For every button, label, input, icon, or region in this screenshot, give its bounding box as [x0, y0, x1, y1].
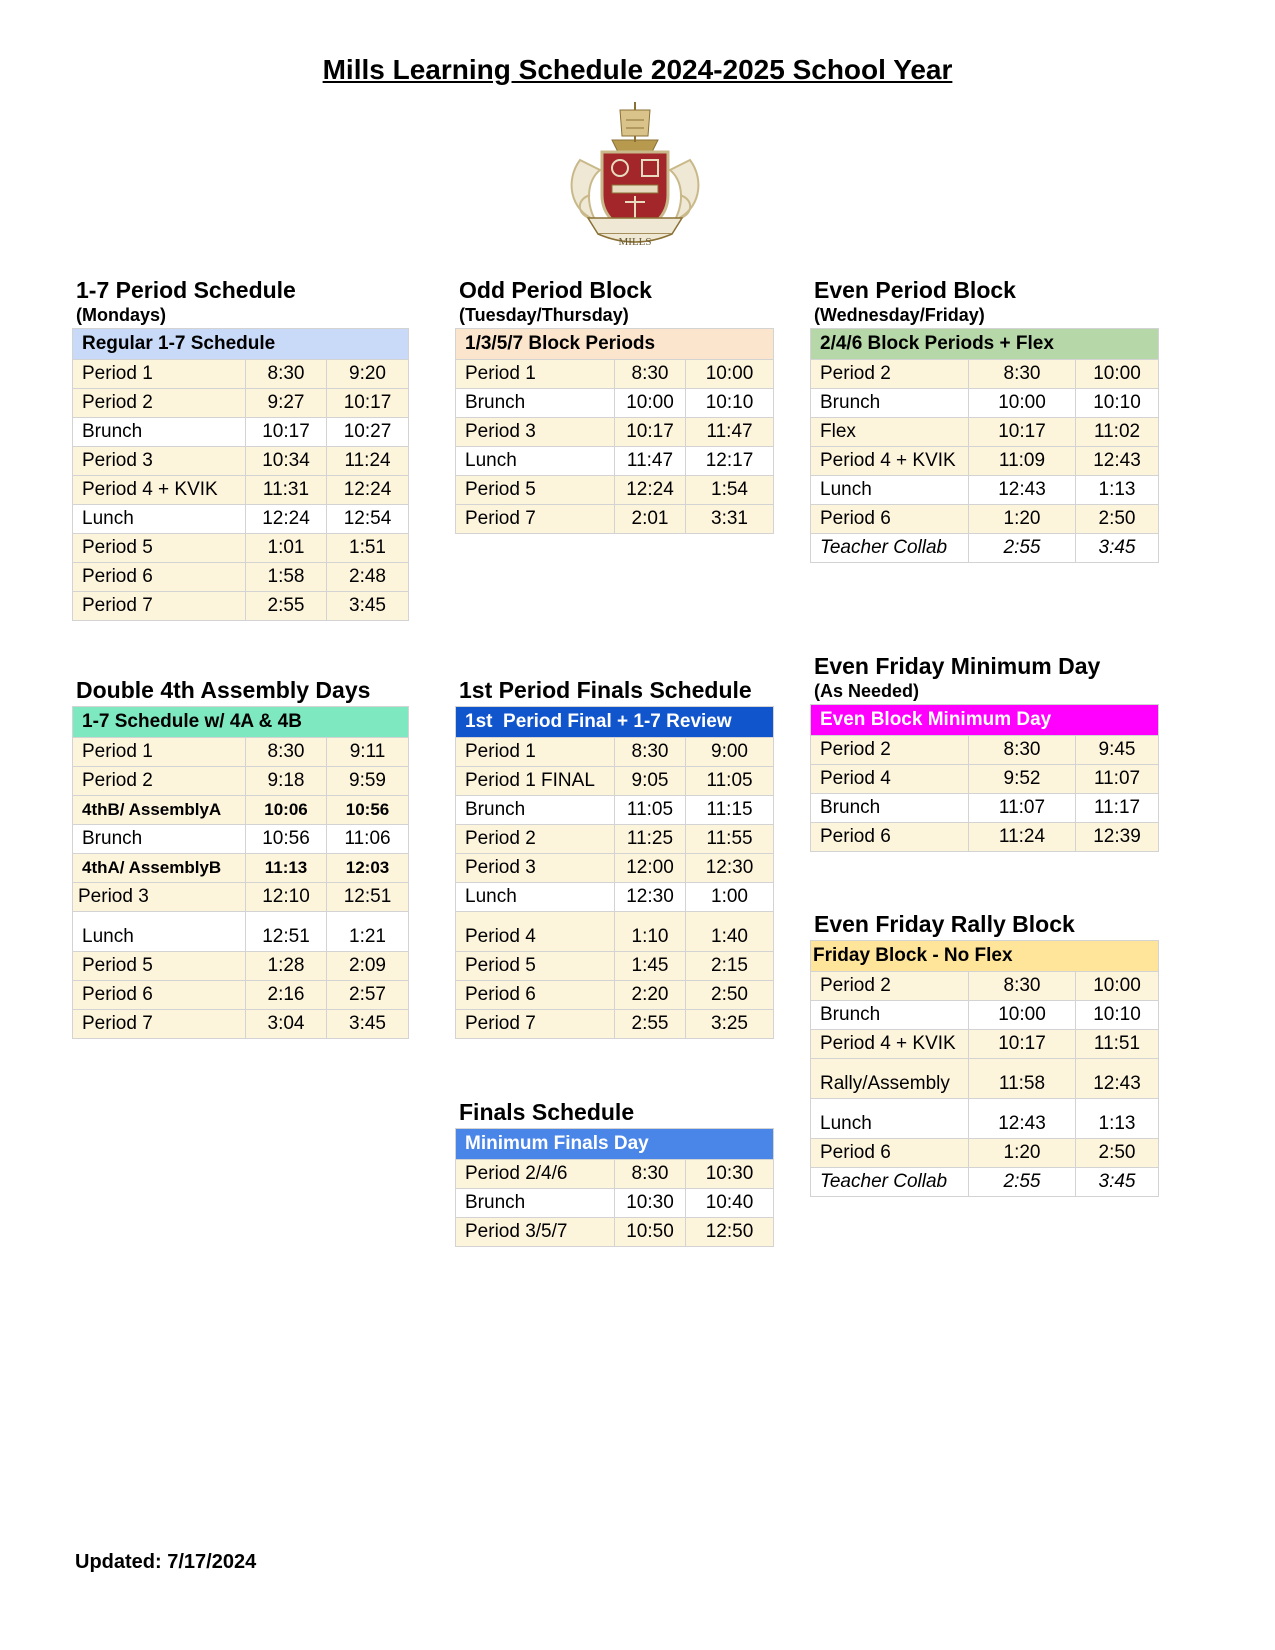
table-row: Period 5 1:45 2:15: [456, 952, 774, 981]
updated-date: Updated: 7/17/2024: [75, 1551, 257, 1573]
table-row: Teacher Collab 2:55 3:45: [811, 534, 1159, 563]
section-subtitle: (Mondays): [76, 305, 166, 325]
schedule-table: [810, 940, 1159, 1197]
first-period-finals-section: [455, 676, 774, 1039]
table-row: Lunch 12:43 1:13: [811, 1099, 1159, 1139]
table-row: Period 2 9:27 10:17: [73, 389, 409, 418]
schedule-table: [455, 328, 774, 534]
ship-icon: [612, 102, 658, 152]
table-row: Period 6 1:20 2:50: [811, 505, 1159, 534]
schedule-table: [72, 706, 409, 1039]
table-row: Period 4 + KVIK 11:31 12:24: [73, 476, 409, 505]
table-row: Brunch 10:56 11:06: [73, 825, 409, 854]
schedule-table: [455, 706, 774, 1039]
table-row: Brunch 11:05 11:15: [456, 796, 774, 825]
section-title: Finals Schedule: [459, 1099, 635, 1125]
section-title: Even Period Block: [814, 277, 1016, 303]
table-row: Period 7 2:55 3:25: [456, 1010, 774, 1039]
table-row: Period 1 FINAL 9:05 11:05: [456, 767, 774, 796]
table-row: Period 6 2:16 2:57: [73, 981, 409, 1010]
table-row: 4thA/ AssemblyB 11:13 12:03: [73, 854, 409, 883]
table-row: Period 7 3:04 3:45: [73, 1010, 409, 1039]
table-row: Brunch 10:30 10:40: [456, 1189, 774, 1218]
table-row: Period 1 8:30 9:00: [456, 738, 774, 767]
table-header: Minimum Finals Day: [456, 1129, 774, 1160]
table-row: Period 5 12:24 1:54: [456, 476, 774, 505]
table-row: Period 1 8:30 9:11: [73, 738, 409, 767]
table-header: Even Block Minimum Day: [811, 705, 1159, 736]
table-row: Period 7 2:01 3:31: [456, 505, 774, 534]
table-header: 2/4/6 Block Periods + Flex: [811, 329, 1159, 360]
table-row: Period 2 8:30 10:00: [811, 972, 1159, 1001]
section-subtitle: (Tuesday/Thursday): [459, 305, 629, 325]
table-row: Brunch 10:00 10:10: [456, 389, 774, 418]
table-row: Lunch 12:24 12:54: [73, 505, 409, 534]
table-row: Period 6 1:58 2:48: [73, 563, 409, 592]
table-row: Period 6 1:20 2:50: [811, 1139, 1159, 1168]
table-row: Period 4 + KVIK 11:09 12:43: [811, 447, 1159, 476]
table-row: Period 4 1:10 1:40: [456, 912, 774, 952]
even-friday-rally-section: [810, 910, 1159, 1197]
table-row: Teacher Collab 2:55 3:45: [811, 1168, 1159, 1197]
even-block-section: [810, 276, 1159, 563]
table-row: 4thB/ AssemblyA 10:06 10:56: [73, 796, 409, 825]
schedule-table: [810, 704, 1159, 852]
section-title: Double 4th Assembly Days: [76, 677, 371, 703]
section-subtitle: (As Needed): [814, 681, 920, 701]
table-row: Period 7 2:55 3:45: [73, 592, 409, 621]
table-row: Period 5 1:28 2:09: [73, 952, 409, 981]
table-row: Brunch 10:17 10:27: [73, 418, 409, 447]
table-row: Period 5 1:01 1:51: [73, 534, 409, 563]
table-row: Brunch 11:07 11:17: [811, 794, 1159, 823]
table-row: Period 2 8:30 10:00: [811, 360, 1159, 389]
table-row: Brunch 10:00 10:10: [811, 1001, 1159, 1030]
table-header: 1/3/5/7 Block Periods: [456, 329, 774, 360]
table-row: Period 4 9:52 11:07: [811, 765, 1159, 794]
svg-text:MILLS: MILLS: [618, 236, 652, 248]
section-title: 1st Period Finals Schedule: [459, 677, 752, 703]
table-row: Period 2 11:25 11:55: [456, 825, 774, 854]
table-row: Period 3/5/7 10:50 12:50: [456, 1218, 774, 1247]
table-row: Period 4 + KVIK 10:17 11:51: [811, 1030, 1159, 1059]
section-title: 1-7 Period Schedule: [76, 277, 296, 303]
table-row: Lunch 12:43 1:13: [811, 476, 1159, 505]
banner: [588, 218, 682, 234]
table-row: Period 2 9:18 9:59: [73, 767, 409, 796]
table-row: Period 3 12:10 12:51: [73, 883, 409, 912]
section-title: Even Friday Minimum Day: [814, 653, 1101, 679]
schedule-table: [72, 328, 409, 621]
table-row: Period 2 8:30 9:45: [811, 736, 1159, 765]
table-row: Period 3 10:17 11:47: [456, 418, 774, 447]
section-title: Even Friday Rally Block: [814, 911, 1075, 937]
page-title: Mills Learning Schedule 2024-2025 School Year: [322, 54, 953, 85]
section-title: Odd Period Block: [459, 277, 652, 303]
table-header: Friday Block - No Flex: [811, 941, 1159, 972]
table-row: Period 6 11:24 12:39: [811, 823, 1159, 852]
table-row: Period 3 10:34 11:24: [73, 447, 409, 476]
table-header: 1-7 Schedule w/ 4A & 4B: [73, 707, 409, 738]
mills-crest-logo: [560, 100, 710, 252]
odd-block-section: [455, 276, 774, 534]
table-row: Period 1 8:30 9:20: [73, 360, 409, 389]
table-header: Regular 1-7 Schedule: [73, 329, 409, 360]
section-subtitle: (Wednesday/Friday): [814, 305, 985, 325]
table-row: Period 1 8:30 10:00: [456, 360, 774, 389]
regular-schedule-section: [72, 276, 409, 621]
double-4th-section: [72, 676, 409, 1039]
schedule-table: [455, 1128, 774, 1247]
table-row: Period 6 2:20 2:50: [456, 981, 774, 1010]
table-row: Lunch 12:51 1:21: [73, 912, 409, 952]
table-row: Flex 10:17 11:02: [811, 418, 1159, 447]
even-friday-minimum-section: [810, 652, 1159, 852]
table-row: Lunch 12:30 1:00: [456, 883, 774, 912]
schedule-table: [810, 328, 1159, 563]
finals-schedule-section: [455, 1098, 774, 1247]
table-row: Lunch 11:47 12:17: [456, 447, 774, 476]
table-row: Brunch 10:00 10:10: [811, 389, 1159, 418]
table-row: Rally/Assembly 11:58 12:43: [811, 1059, 1159, 1099]
table-header: 1st Period Final + 1-7 Review: [456, 707, 774, 738]
table-row: Period 3 12:00 12:30: [456, 854, 774, 883]
table-row: Period 2/4/6 8:30 10:30: [456, 1160, 774, 1189]
